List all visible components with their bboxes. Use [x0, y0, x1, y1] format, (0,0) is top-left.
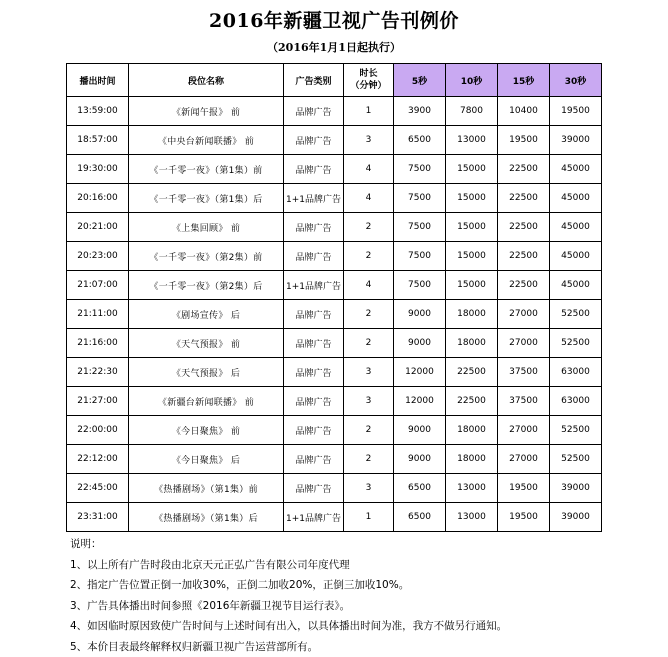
header-type: 广告类别: [284, 64, 344, 97]
cell-position: 《天气预报》 前: [129, 329, 284, 358]
cell-length: 1: [344, 503, 394, 532]
cell-price-15s: 22500: [498, 242, 550, 271]
table-row: [67, 213, 602, 242]
cell-position: 《上集回顾》 前: [129, 213, 284, 242]
cell-time: 20:23:00: [67, 242, 129, 271]
cell-position: 《一千零一夜》（第1集）前: [129, 155, 284, 184]
note-item: 3、广告具体播出时间参照《2016年新疆卫视节目运行表》。: [70, 599, 351, 612]
cell-time: 22:00:00: [67, 416, 129, 445]
table-row: [67, 271, 602, 300]
cell-position: 《天气预报》 后: [129, 358, 284, 387]
header-5s: 5秒: [394, 64, 446, 97]
cell-price-15s: 27000: [498, 300, 550, 329]
note-item: 1、以上所有广告时段由北京天元正弘广告有限公司年度代理: [70, 558, 350, 571]
cell-price-15s: 19500: [498, 126, 550, 155]
cell-type: 品牌广告: [284, 97, 344, 126]
cell-price-30s: 63000: [550, 358, 602, 387]
table-row: [67, 474, 602, 503]
cell-price-15s: 22500: [498, 155, 550, 184]
table-row: [67, 184, 602, 213]
cell-price-5s: 7500: [394, 271, 446, 300]
cell-price-5s: 6500: [394, 474, 446, 503]
cell-type: 品牌广告: [284, 300, 344, 329]
cell-length: 2: [344, 213, 394, 242]
cell-price-30s: 39000: [550, 503, 602, 532]
table-row: [67, 242, 602, 271]
header-time: 播出时间: [67, 64, 129, 97]
cell-price-15s: 10400: [498, 97, 550, 126]
cell-price-5s: 7500: [394, 155, 446, 184]
cell-time: 23:31:00: [67, 503, 129, 532]
cell-type: 品牌广告: [284, 213, 344, 242]
cell-price-10s: 18000: [446, 329, 498, 358]
cell-type: 品牌广告: [284, 329, 344, 358]
header-length-line2: （分钟）: [350, 81, 387, 91]
cell-price-30s: 45000: [550, 155, 602, 184]
cell-price-30s: 52500: [550, 329, 602, 358]
cell-length: 4: [344, 155, 394, 184]
cell-price-10s: 15000: [446, 271, 498, 300]
cell-price-5s: 9000: [394, 445, 446, 474]
cell-position: 《中央台新闻联播》 前: [129, 126, 284, 155]
cell-time: 13:59:00: [67, 97, 129, 126]
cell-price-10s: 15000: [446, 213, 498, 242]
cell-type: 品牌广告: [284, 474, 344, 503]
cell-length: 1: [344, 97, 394, 126]
cell-time: 19:30:00: [67, 155, 129, 184]
cell-price-5s: 12000: [394, 387, 446, 416]
table-row: [67, 300, 602, 329]
cell-price-30s: 45000: [550, 271, 602, 300]
header-length-line1: 时长: [359, 69, 378, 79]
cell-price-30s: 52500: [550, 445, 602, 474]
cell-price-10s: 22500: [446, 387, 498, 416]
cell-price-5s: 7500: [394, 213, 446, 242]
cell-price-30s: 39000: [550, 474, 602, 503]
cell-price-5s: 6500: [394, 126, 446, 155]
cell-time: 20:21:00: [67, 213, 129, 242]
cell-length: 2: [344, 329, 394, 358]
cell-time: 22:45:00: [67, 474, 129, 503]
cell-position: 《今日聚焦》 后: [129, 445, 284, 474]
cell-type: 1+1品牌广告: [284, 271, 344, 300]
cell-price-30s: 19500: [550, 97, 602, 126]
rate-table: [66, 63, 602, 532]
cell-time: 21:07:00: [67, 271, 129, 300]
cell-price-30s: 45000: [550, 184, 602, 213]
cell-price-15s: 19500: [498, 474, 550, 503]
note-item: 4、如因临时原因致使广告时间与上述时间有出入，以具体播出时间为准，我方不做另行通知。: [70, 620, 508, 632]
cell-price-5s: 12000: [394, 358, 446, 387]
cell-position: 《热播剧场》（第1集）后: [129, 503, 284, 532]
cell-price-30s: 45000: [550, 242, 602, 271]
cell-price-15s: 37500: [498, 387, 550, 416]
cell-type: 1+1品牌广告: [284, 503, 344, 532]
cell-time: 18:57:00: [67, 126, 129, 155]
cell-price-30s: 52500: [550, 300, 602, 329]
table-row: [67, 387, 602, 416]
cell-time: 21:22:30: [67, 358, 129, 387]
cell-length: 2: [344, 445, 394, 474]
header-15s: 15秒: [498, 64, 550, 97]
cell-price-30s: 63000: [550, 387, 602, 416]
cell-position: 《一千零一夜》（第1集）后: [129, 184, 284, 213]
cell-length: 4: [344, 271, 394, 300]
cell-price-10s: 22500: [446, 358, 498, 387]
cell-time: 21:27:00: [67, 387, 129, 416]
cell-position: 《剧场宣传》 后: [129, 300, 284, 329]
cell-position: 《一千零一夜》（第2集）后: [129, 271, 284, 300]
cell-price-10s: 13000: [446, 126, 498, 155]
cell-price-10s: 13000: [446, 474, 498, 503]
table-row: [67, 329, 602, 358]
cell-price-10s: 15000: [446, 155, 498, 184]
cell-price-5s: 6500: [394, 503, 446, 532]
note-item: 2、指定广告位置正倒一加收30%，正倒二加收20%，正倒三加收10%。: [70, 579, 410, 591]
page-subtitle: （2016年1月1日起执行）: [267, 41, 401, 54]
cell-position: 《新闻午报》 前: [129, 97, 284, 126]
cell-price-10s: 18000: [446, 300, 498, 329]
cell-position: 《新疆台新闻联播》 前: [129, 387, 284, 416]
notes-section: [70, 534, 630, 657]
cell-price-15s: 27000: [498, 445, 550, 474]
cell-price-10s: 15000: [446, 184, 498, 213]
notes-heading: 说明：: [70, 538, 102, 550]
cell-time: 21:16:00: [67, 329, 129, 358]
cell-time: 20:16:00: [67, 184, 129, 213]
cell-time: 21:11:00: [67, 300, 129, 329]
cell-price-15s: 19500: [498, 503, 550, 532]
cell-length: 3: [344, 358, 394, 387]
table-row: [67, 126, 602, 155]
cell-length: 4: [344, 184, 394, 213]
table-row: [67, 445, 602, 474]
cell-type: 品牌广告: [284, 445, 344, 474]
cell-type: 品牌广告: [284, 242, 344, 271]
table-header-row: [67, 64, 602, 97]
cell-price-15s: 27000: [498, 416, 550, 445]
cell-type: 品牌广告: [284, 155, 344, 184]
header-10s: 10秒: [446, 64, 498, 97]
header-30s: 30秒: [550, 64, 602, 97]
cell-price-15s: 27000: [498, 329, 550, 358]
cell-length: 3: [344, 387, 394, 416]
cell-price-30s: 52500: [550, 416, 602, 445]
cell-length: 3: [344, 474, 394, 503]
cell-price-5s: 9000: [394, 329, 446, 358]
cell-price-5s: 3900: [394, 97, 446, 126]
cell-position: 《今日聚焦》 前: [129, 416, 284, 445]
cell-type: 品牌广告: [284, 358, 344, 387]
cell-type: 1+1品牌广告: [284, 184, 344, 213]
table-row: [67, 97, 602, 126]
table-row: [67, 503, 602, 532]
cell-time: 22:12:00: [67, 445, 129, 474]
cell-length: 2: [344, 416, 394, 445]
cell-length: 2: [344, 300, 394, 329]
cell-price-15s: 22500: [498, 213, 550, 242]
cell-price-10s: 18000: [446, 416, 498, 445]
cell-price-30s: 45000: [550, 213, 602, 242]
cell-price-10s: 18000: [446, 445, 498, 474]
cell-price-10s: 13000: [446, 503, 498, 532]
cell-position: 《一千零一夜》（第2集）前: [129, 242, 284, 271]
cell-type: 品牌广告: [284, 416, 344, 445]
header-position: 段位名称: [129, 64, 284, 97]
cell-length: 2: [344, 242, 394, 271]
cell-price-15s: 22500: [498, 184, 550, 213]
cell-price-5s: 7500: [394, 184, 446, 213]
note-item: 5、本价目表最终解释权归新疆卫视广告运营部所有。: [70, 640, 319, 653]
cell-price-10s: 7800: [446, 97, 498, 126]
cell-type: 品牌广告: [284, 387, 344, 416]
cell-price-15s: 37500: [498, 358, 550, 387]
page-title: 2016年新疆卫视广告刊例价: [209, 10, 459, 32]
table-row: [67, 155, 602, 184]
header-length: [344, 64, 394, 97]
table-row: [67, 416, 602, 445]
cell-price-5s: 9000: [394, 416, 446, 445]
cell-price-15s: 22500: [498, 271, 550, 300]
cell-price-10s: 15000: [446, 242, 498, 271]
cell-price-30s: 39000: [550, 126, 602, 155]
cell-price-5s: 9000: [394, 300, 446, 329]
cell-type: 品牌广告: [284, 126, 344, 155]
table-row: [67, 358, 602, 387]
cell-length: 3: [344, 126, 394, 155]
cell-position: 《热播剧场》（第1集）前: [129, 474, 284, 503]
cell-price-5s: 7500: [394, 242, 446, 271]
